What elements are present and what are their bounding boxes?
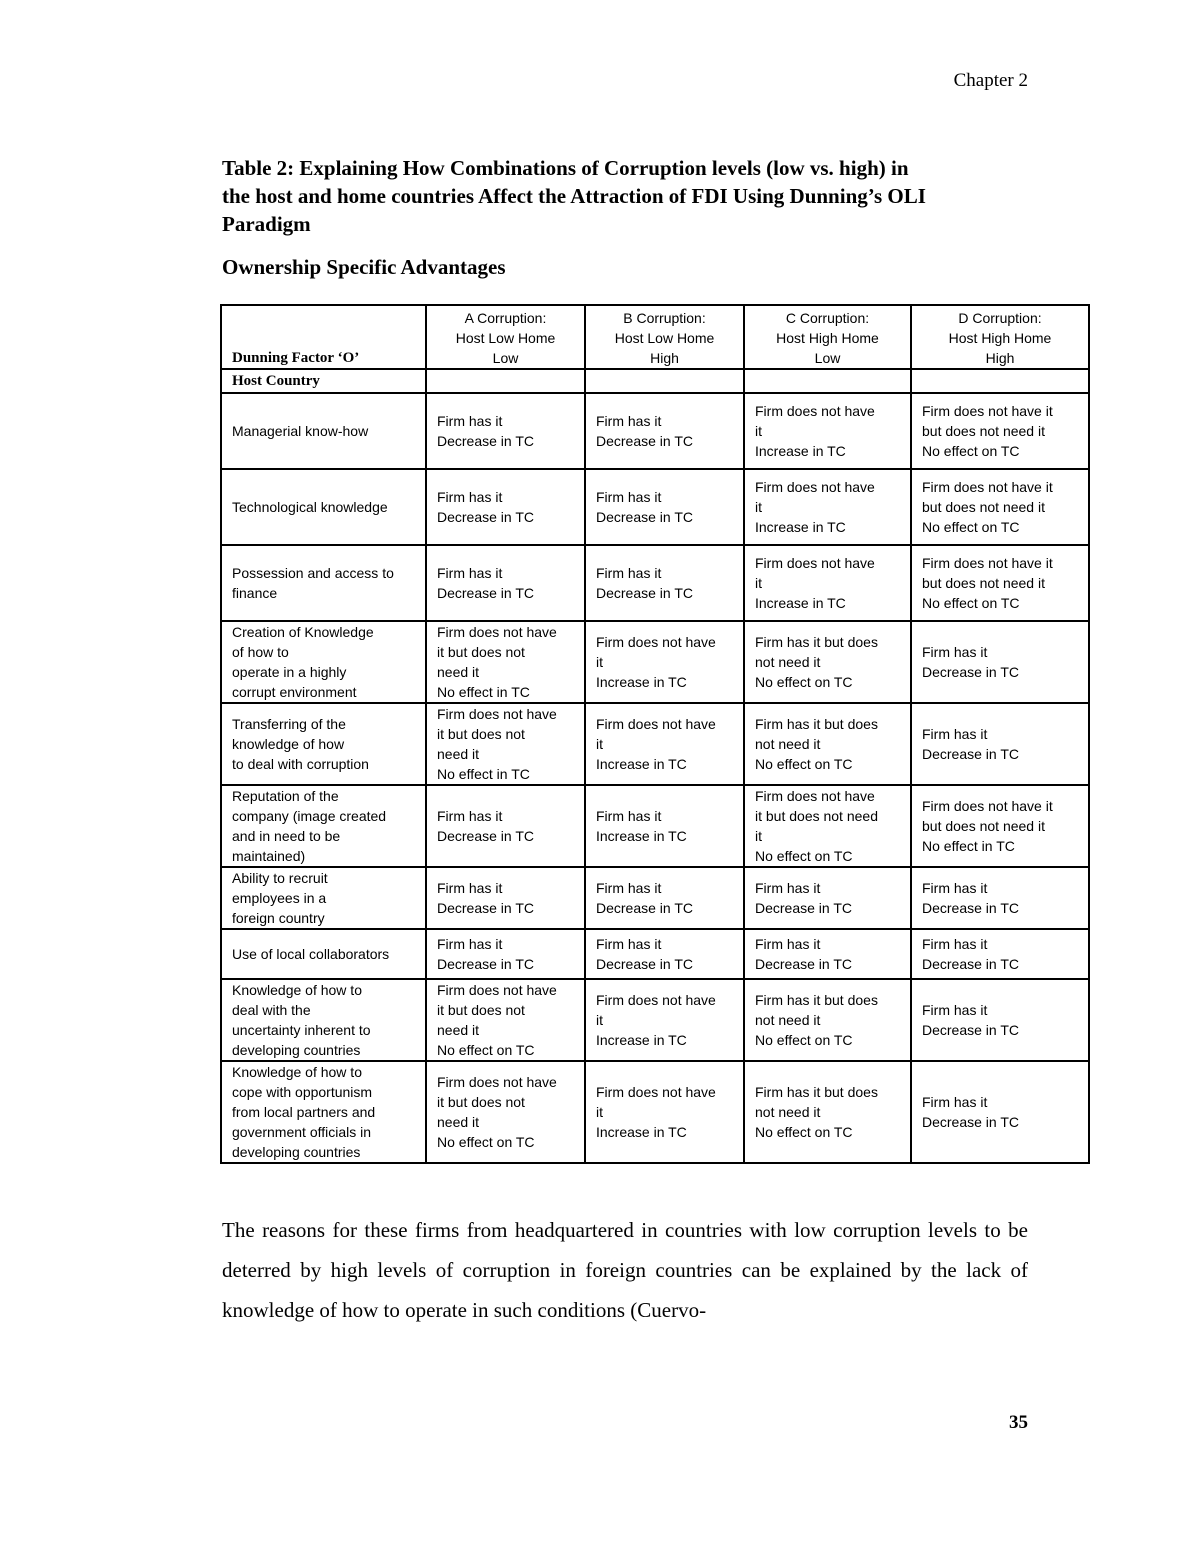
scenario-cell bbox=[426, 469, 585, 545]
cell-line: Firm has it bbox=[437, 936, 503, 952]
cell-line: but does not need it bbox=[922, 575, 1045, 591]
table-row bbox=[221, 393, 1089, 469]
table-row bbox=[221, 785, 1089, 867]
column-header-line: Host High Home bbox=[776, 330, 879, 346]
cell-line: Decrease in TC bbox=[596, 433, 694, 449]
factor-line: Possession and access to bbox=[232, 565, 394, 581]
cell-line: Firm has it bbox=[755, 936, 821, 952]
cell-line: Firm has it bbox=[437, 489, 503, 505]
factor-line: Technological knowledge bbox=[232, 499, 388, 515]
factor-line: employees in a bbox=[232, 890, 327, 906]
scenario-cell bbox=[426, 785, 585, 867]
scenario-cell bbox=[426, 867, 585, 929]
cell-line: Firm has it bbox=[922, 880, 988, 896]
cell-line: No effect in TC bbox=[437, 684, 530, 700]
cell-line: Firm does not have bbox=[596, 716, 716, 732]
scenario-cell bbox=[426, 545, 585, 621]
group-row bbox=[221, 369, 1089, 393]
table-row bbox=[221, 545, 1089, 621]
cell-line: Firm has it but does bbox=[755, 1084, 878, 1100]
cell-line: need it bbox=[437, 1114, 480, 1130]
cell-line: it bbox=[755, 828, 762, 844]
cell-line: Firm has it bbox=[596, 808, 662, 824]
cell-line: Decrease in TC bbox=[437, 828, 535, 844]
factor-line: uncertainty inherent to bbox=[232, 1022, 371, 1038]
cell-line: it bbox=[755, 575, 762, 591]
cell-line: Firm does not have bbox=[596, 1084, 716, 1100]
caption-line: Paradigm bbox=[222, 212, 311, 236]
factor-line: developing countries bbox=[232, 1144, 361, 1160]
factor-cell bbox=[221, 979, 426, 1061]
cell-line: it bbox=[596, 736, 603, 752]
cell-line: Firm does not have it bbox=[922, 479, 1053, 495]
cell-line: Firm does not have bbox=[755, 555, 875, 571]
cell-line: Firm has it bbox=[922, 1094, 988, 1110]
cell-line: Firm does not have bbox=[755, 479, 875, 495]
factor-line: Use of local collaborators bbox=[232, 946, 390, 962]
scenario-cell bbox=[426, 393, 585, 469]
scenario-cell bbox=[585, 469, 744, 545]
page-number: 35 bbox=[1009, 1412, 1028, 1433]
scenario-cell bbox=[426, 1061, 585, 1163]
cell-line: Firm does not have bbox=[437, 1074, 557, 1090]
scenario-cell bbox=[911, 979, 1089, 1061]
factor-cell bbox=[221, 1061, 426, 1163]
cell-line: not need it bbox=[755, 1012, 821, 1028]
cell-line: Firm does not have bbox=[755, 403, 875, 419]
cell-line: Firm has it bbox=[596, 489, 662, 505]
factor-line: Knowledge of how to bbox=[232, 1064, 362, 1080]
cell-line: No effect on TC bbox=[437, 1042, 535, 1058]
scenario-cell bbox=[744, 469, 911, 545]
factor-line: Reputation of the bbox=[232, 788, 339, 804]
column-header-a bbox=[426, 305, 585, 369]
cell-line: Increase in TC bbox=[755, 595, 846, 611]
column-header-line: Host Low Home bbox=[455, 330, 556, 346]
cell-line: Decrease in TC bbox=[596, 956, 694, 972]
table-row bbox=[221, 1061, 1089, 1163]
scenario-cell bbox=[585, 545, 744, 621]
table-row bbox=[221, 929, 1089, 979]
cell-line: Firm has it but does bbox=[755, 716, 878, 732]
body-paragraph: The reasons for these firms from headquartered in countries with low corruption levels to be deterred by high levels of corruption in foreign countries can be explained by the lack of knowledge of how to operate in such conditions (Cuervo- bbox=[222, 1218, 1028, 1322]
scenario-cell bbox=[911, 785, 1089, 867]
cell-line: Firm does not have it bbox=[922, 555, 1053, 571]
scenario-cell bbox=[911, 545, 1089, 621]
cell-line: Decrease in TC bbox=[596, 585, 694, 601]
factor-line: of how to bbox=[232, 644, 289, 660]
cell-line: it but does not bbox=[437, 1002, 525, 1018]
cell-line: No effect on TC bbox=[755, 1032, 853, 1048]
scenario-cell bbox=[744, 621, 911, 703]
table-row bbox=[221, 867, 1089, 929]
cell-line: Firm has it bbox=[437, 565, 503, 581]
section-heading: Ownership Specific Advantages bbox=[222, 255, 506, 279]
empty-cell bbox=[744, 369, 911, 393]
factor-line: finance bbox=[232, 585, 278, 601]
cell-line: not need it bbox=[755, 1104, 821, 1120]
cell-line: it but does not bbox=[437, 1094, 525, 1110]
cell-line: Decrease in TC bbox=[437, 956, 535, 972]
table-row bbox=[221, 469, 1089, 545]
cell-line: it bbox=[596, 1104, 603, 1120]
scenario-cell bbox=[911, 703, 1089, 785]
table-row bbox=[221, 621, 1089, 703]
scenario-cell bbox=[911, 393, 1089, 469]
column-header-line: Low bbox=[814, 350, 841, 366]
column-header-line: High bbox=[650, 350, 679, 366]
cell-line: need it bbox=[437, 1022, 480, 1038]
cell-line: Firm does not have bbox=[437, 624, 557, 640]
cell-line: it but does not bbox=[437, 644, 525, 660]
column-header-line: B Corruption: bbox=[623, 310, 706, 326]
empty-cell bbox=[426, 369, 585, 393]
cell-line: No effect on TC bbox=[922, 519, 1020, 535]
cell-line: Firm does not have bbox=[437, 982, 557, 998]
factor-line: Ability to recruit bbox=[232, 870, 328, 886]
column-header-b bbox=[585, 305, 744, 369]
scenario-cell bbox=[911, 1061, 1089, 1163]
table-caption bbox=[222, 154, 1028, 238]
caption-line: the host and home countries Affect the Attraction of FDI Using Dunning’s OLI bbox=[222, 184, 926, 208]
scenario-cell bbox=[585, 785, 744, 867]
column-header-line: Low bbox=[492, 350, 519, 366]
column-header-line: Host High Home bbox=[948, 330, 1052, 346]
column-header-d bbox=[911, 305, 1089, 369]
factor-line: Knowledge of how to bbox=[232, 982, 362, 998]
factor-line: developing countries bbox=[232, 1042, 361, 1058]
factor-line: company (image created bbox=[232, 808, 387, 824]
factor-line: from local partners and bbox=[232, 1104, 376, 1120]
cell-line: Decrease in TC bbox=[437, 585, 535, 601]
scenario-cell bbox=[744, 929, 911, 979]
cell-line: No effect on TC bbox=[755, 674, 853, 690]
scenario-cell bbox=[744, 1061, 911, 1163]
cell-line: Firm does not have bbox=[755, 788, 875, 804]
scenario-cell bbox=[426, 979, 585, 1061]
cell-line: Firm has it bbox=[755, 880, 821, 896]
cell-line: Decrease in TC bbox=[437, 433, 535, 449]
cell-line: Firm has it bbox=[437, 808, 503, 824]
cell-line: No effect on TC bbox=[755, 1124, 853, 1140]
cell-line: Increase in TC bbox=[596, 756, 687, 772]
row-header-label: Dunning Factor ‘O’ bbox=[221, 305, 426, 369]
cell-line: No effect on TC bbox=[922, 443, 1020, 459]
cell-line: Firm has it bbox=[596, 413, 662, 429]
factor-line: cope with opportunism bbox=[232, 1084, 373, 1100]
cell-line: Decrease in TC bbox=[922, 746, 1020, 762]
scenario-cell bbox=[744, 785, 911, 867]
cell-line: Decrease in TC bbox=[922, 900, 1020, 916]
cell-line: need it bbox=[437, 664, 480, 680]
cell-line: Firm does not have bbox=[437, 706, 557, 722]
cell-line: Decrease in TC bbox=[922, 956, 1020, 972]
factor-cell bbox=[221, 785, 426, 867]
factor-line: and in need to be bbox=[232, 828, 341, 844]
cell-line: but does not need it bbox=[922, 499, 1045, 515]
cell-line: not need it bbox=[755, 654, 821, 670]
scenario-cell bbox=[744, 545, 911, 621]
cell-line: Firm has it bbox=[596, 565, 662, 581]
factor-line: corrupt environment bbox=[232, 684, 357, 700]
scenario-cell bbox=[585, 929, 744, 979]
cell-line: it but does not need bbox=[755, 808, 878, 824]
cell-line: it but does not bbox=[437, 726, 525, 742]
scenario-cell bbox=[585, 621, 744, 703]
scenario-cell bbox=[744, 979, 911, 1061]
table-row bbox=[221, 979, 1089, 1061]
cell-line: Firm has it bbox=[596, 880, 662, 896]
factor-line: Creation of Knowledge bbox=[232, 624, 374, 640]
scenario-cell bbox=[426, 621, 585, 703]
scenario-cell bbox=[426, 929, 585, 979]
column-header-c bbox=[744, 305, 911, 369]
scenario-cell bbox=[744, 867, 911, 929]
cell-line: Decrease in TC bbox=[437, 509, 535, 525]
cell-line: it bbox=[755, 423, 762, 439]
chapter-header: Chapter 2 bbox=[953, 70, 1028, 91]
factor-line: Managerial know-how bbox=[232, 423, 369, 439]
cell-line: Increase in TC bbox=[755, 443, 846, 459]
scenario-cell bbox=[911, 867, 1089, 929]
cell-line: Increase in TC bbox=[596, 1124, 687, 1140]
cell-line: No effect on TC bbox=[755, 848, 853, 864]
column-header-line: A Corruption: bbox=[464, 310, 547, 326]
cell-line: Increase in TC bbox=[596, 828, 687, 844]
column-header-line: High bbox=[985, 350, 1015, 366]
scenario-cell bbox=[911, 469, 1089, 545]
table-body bbox=[221, 369, 1089, 1163]
cell-line: Firm has it bbox=[922, 644, 988, 660]
factor-cell bbox=[221, 929, 426, 979]
cell-line: No effect on TC bbox=[922, 595, 1020, 611]
scenario-cell bbox=[585, 703, 744, 785]
cell-line: but does not need it bbox=[922, 423, 1045, 439]
cell-line: Firm has it bbox=[437, 413, 503, 429]
scenario-cell bbox=[744, 703, 911, 785]
scenario-cell bbox=[911, 621, 1089, 703]
table-row bbox=[221, 703, 1089, 785]
factor-line: maintained) bbox=[232, 848, 306, 864]
cell-line: it bbox=[596, 1012, 603, 1028]
factor-cell bbox=[221, 393, 426, 469]
factor-line: government officials in bbox=[232, 1124, 372, 1140]
cell-line: Firm has it bbox=[437, 880, 503, 896]
cell-line: No effect on TC bbox=[437, 1134, 535, 1150]
scenario-cell bbox=[911, 929, 1089, 979]
cell-line: Firm has it bbox=[922, 726, 988, 742]
cell-line: Decrease in TC bbox=[755, 956, 853, 972]
cell-line: Firm does not have bbox=[596, 634, 716, 650]
factor-line: knowledge of how bbox=[232, 736, 345, 752]
cell-line: Decrease in TC bbox=[437, 900, 535, 916]
scenario-cell bbox=[585, 393, 744, 469]
scenario-cell bbox=[585, 979, 744, 1061]
cell-line: Decrease in TC bbox=[596, 900, 694, 916]
factor-line: Transferring of the bbox=[232, 716, 346, 732]
cell-line: Firm does not have it bbox=[922, 403, 1053, 419]
cell-line: not need it bbox=[755, 736, 821, 752]
cell-line: Firm has it bbox=[922, 936, 988, 952]
factor-line: to deal with corruption bbox=[232, 756, 369, 772]
cell-line: Increase in TC bbox=[596, 674, 687, 690]
cell-line: Decrease in TC bbox=[755, 900, 853, 916]
cell-line: Increase in TC bbox=[755, 519, 846, 535]
factor-cell bbox=[221, 545, 426, 621]
column-header-line: Host Low Home bbox=[614, 330, 715, 346]
scenario-cell bbox=[744, 393, 911, 469]
cell-line: No effect in TC bbox=[922, 838, 1015, 854]
factor-cell bbox=[221, 621, 426, 703]
factor-cell bbox=[221, 469, 426, 545]
factor-line: operate in a highly bbox=[232, 664, 347, 680]
cell-line: No effect in TC bbox=[437, 766, 530, 782]
scenario-cell bbox=[426, 703, 585, 785]
empty-cell bbox=[911, 369, 1089, 393]
cell-line: No effect on TC bbox=[755, 756, 853, 772]
empty-cell bbox=[585, 369, 744, 393]
factor-line: deal with the bbox=[232, 1002, 311, 1018]
oli-ownership-table bbox=[220, 304, 1090, 1164]
cell-line: need it bbox=[437, 746, 480, 762]
factor-cell bbox=[221, 703, 426, 785]
caption-line: Table 2: Explaining How Combinations of Corruption levels (low vs. high) in bbox=[222, 156, 909, 180]
cell-line: Decrease in TC bbox=[922, 664, 1020, 680]
cell-line: it bbox=[596, 654, 603, 670]
factor-cell bbox=[221, 867, 426, 929]
scenario-cell bbox=[585, 867, 744, 929]
cell-line: but does not need it bbox=[922, 818, 1045, 834]
cell-line: Firm does not have bbox=[596, 992, 716, 1008]
cell-line: Decrease in TC bbox=[922, 1114, 1020, 1130]
column-header-line: D Corruption: bbox=[958, 310, 1042, 326]
cell-line: Decrease in TC bbox=[922, 1022, 1020, 1038]
scenario-cell bbox=[585, 1061, 744, 1163]
cell-line: Firm has it but does bbox=[755, 992, 878, 1008]
cell-line: Firm has it bbox=[596, 936, 662, 952]
factor-line: foreign country bbox=[232, 910, 325, 926]
table-header-row bbox=[221, 305, 1089, 369]
cell-line: it bbox=[755, 499, 762, 515]
cell-line: Decrease in TC bbox=[596, 509, 694, 525]
group-label: Host Country bbox=[221, 369, 426, 393]
cell-line: Firm does not have it bbox=[922, 798, 1053, 814]
cell-line: Increase in TC bbox=[596, 1032, 687, 1048]
column-header-line: C Corruption: bbox=[785, 310, 870, 326]
cell-line: Firm has it but does bbox=[755, 634, 878, 650]
cell-line: Firm has it bbox=[922, 1002, 988, 1018]
